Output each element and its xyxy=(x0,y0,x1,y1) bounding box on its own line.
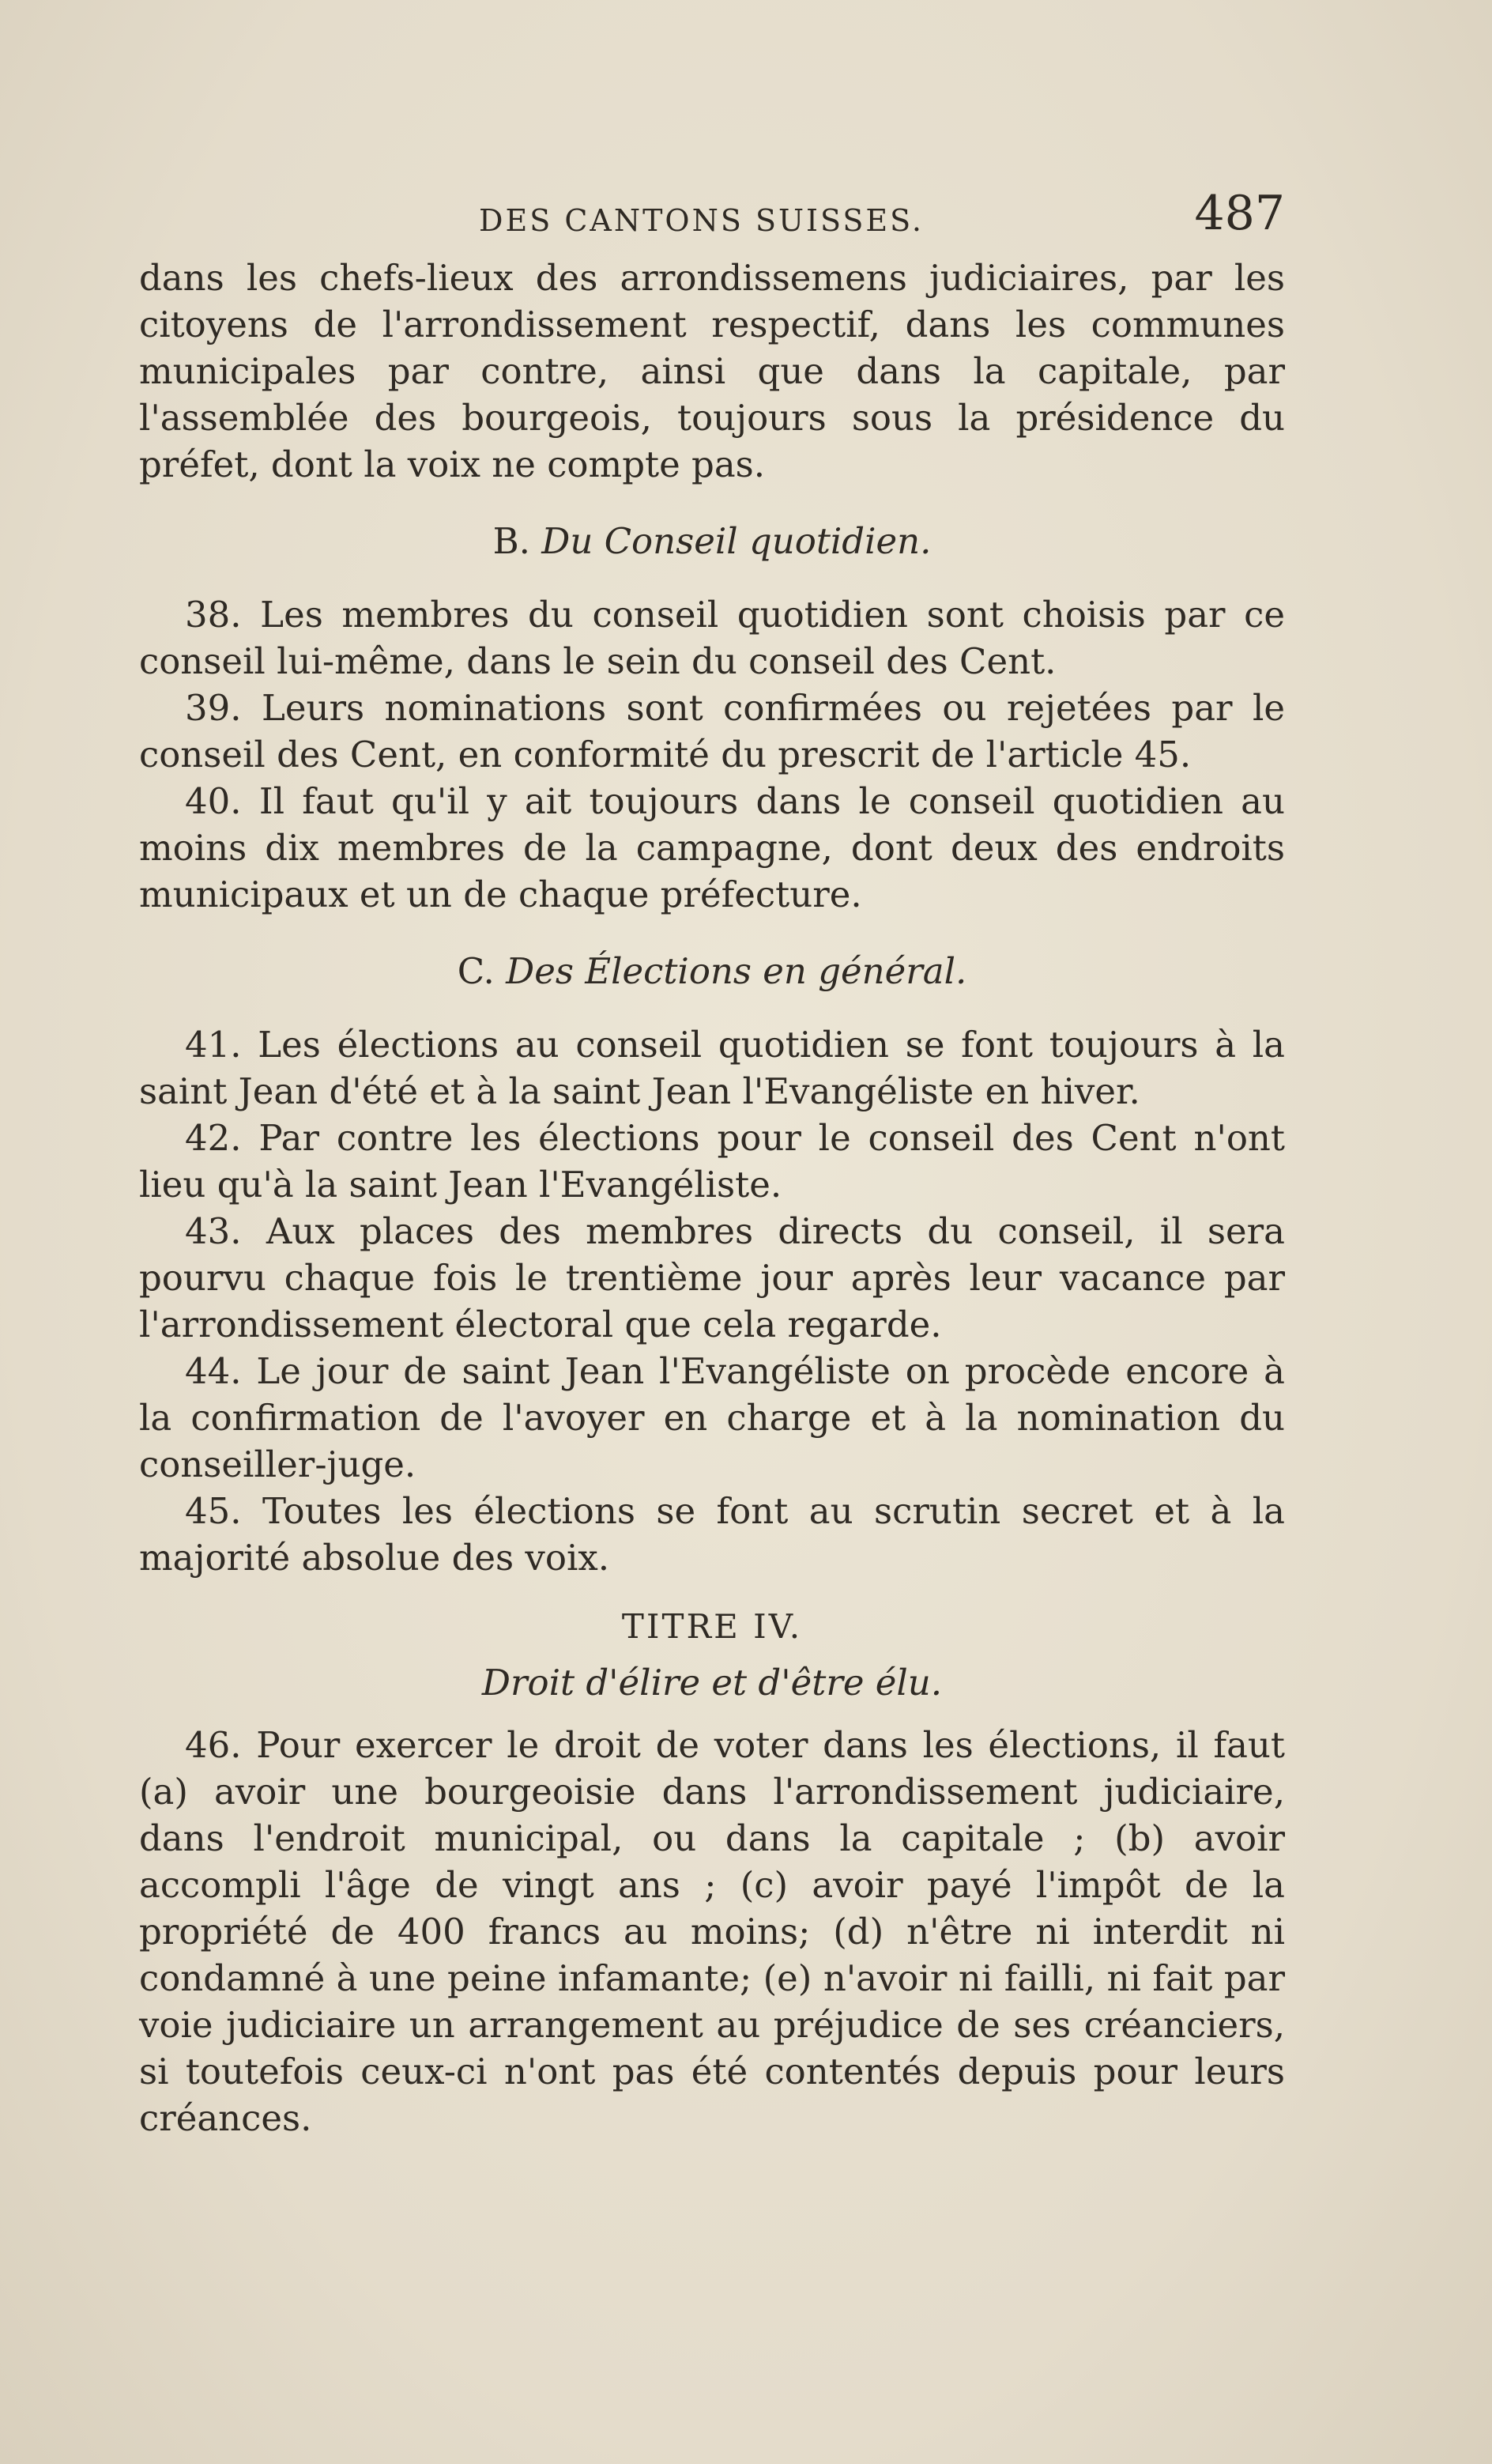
article-41: 41. Les élections au conseil quotidien se font toujours à la saint Jean d'été et à la saint Jean l'Evangéliste en hiver. xyxy=(139,1024,1285,1112)
article-38: 38. Les membres du conseil quotidien sont choisis par ce conseil lui-même, dans le sein du conseil des Cent. xyxy=(139,594,1285,682)
title-iv: TITRE IV. xyxy=(621,1607,803,1646)
section-heading-c-letter: C. xyxy=(457,950,495,992)
article-40: 40. Il faut qu'il y ait toujours dans le conseil quotidien au moins dix membres de la campagne, dont deux des endroits municipaux et un de chaque préfecture. xyxy=(139,780,1285,915)
article-39: 39. Leurs nominations sont confirmées ou rejetées par le conseil des Cent, en conformité du prescrit de l'article 45. xyxy=(139,687,1285,775)
article-43: 43. Aux places des membres directs du conseil, il sera pourvu chaque fois le trentième jour après leur vacance par l'arrondissement électoral que cela regarde. xyxy=(139,1210,1285,1345)
section-heading-b-letter: B. xyxy=(492,520,530,562)
section-heading-c xyxy=(139,948,1285,994)
running-title: DES CANTONS SUISSES. xyxy=(479,203,924,238)
page-body xyxy=(139,255,1285,2141)
article-46: 46. Pour exercer le droit de voter dans les élections, il faut (a) avoir une bourgeoisie dans l'arrondissement judiciaire, dans l'endroit municipal, ou dans la capitale ; (b) avoir accompli l'âge de vingt ans ; (c) avoir payé l'impôt de la propriété de 400 francs au moins; (d) n'être ni interdit ni condamné à une peine infamante; (e) n'avoir ni failli, ni fait par voie judiciaire un arrangement au préjudice de ses créanciers, si toutefois ceux-ci n'ont pas été contentés depuis pour leurs créances. xyxy=(139,1724,1285,2139)
page-number: 487 xyxy=(1194,186,1285,241)
section-heading-b-title: Du Conseil quotidien. xyxy=(541,520,932,562)
paragraph-continuation: dans les chefs-lieux des arrondissemens judiciaires, par les citoyens de l'arrondissement respectif, dans les communes municipales par contre, ainsi que dans la capitale, par l'assemblée des bourgeois, toujours sous la présidence du préfet, dont la voix ne compte pas. xyxy=(139,257,1285,485)
article-44: 44. Le jour de saint Jean l'Evangéliste on procède encore à la confirmation de l'avoyer en charge et à la nomination du conseiller-juge. xyxy=(139,1350,1285,1485)
article-45: 45. Toutes les élections se font au scrutin secret et à la majorité absolue des voix. xyxy=(139,1490,1285,1579)
title-iv-subtitle: Droit d'élire et d'être élu. xyxy=(481,1662,943,1704)
section-heading-b xyxy=(139,518,1285,564)
article-42: 42. Par contre les élections pour le conseil des Cent n'ont lieu qu'à la saint Jean l'Evangéliste. xyxy=(139,1117,1285,1206)
page-header xyxy=(139,186,1285,257)
section-heading-c-title: Des Élections en général. xyxy=(506,950,967,992)
